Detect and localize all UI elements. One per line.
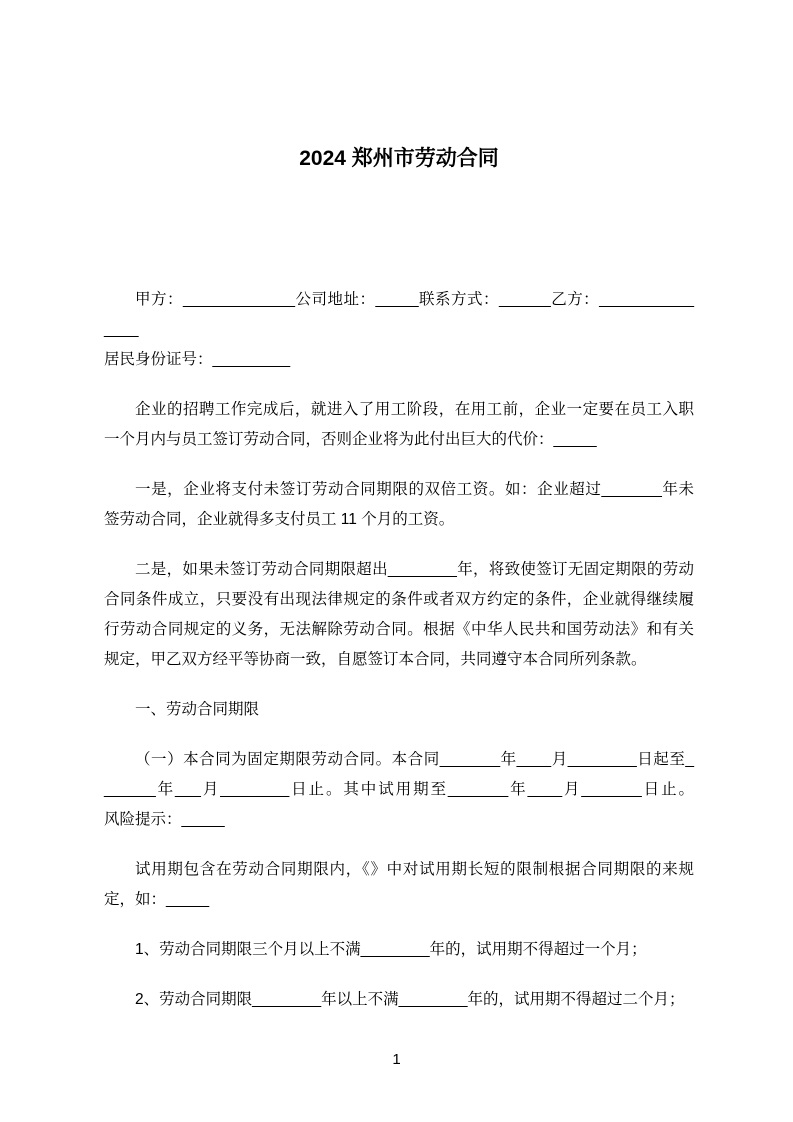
- text-line: 一个月内与员工签订劳动合同，否则企业将为此付出巨大的代价：_____: [104, 431, 597, 448]
- paragraph-parties: [104, 285, 694, 375]
- text-line: 定，如：_____: [104, 891, 210, 908]
- text-line: 规定，甲乙双方经平等协商一致，自愿签订本合同，共同遵守本合同所列条款。: [104, 651, 647, 668]
- paragraph-point-1: [104, 475, 694, 535]
- text-line: 行劳动合同规定的义务，无法解除劳动合同。根据《中华人民共和国劳动法》和有关: [104, 621, 694, 638]
- list-item-1: [104, 935, 694, 965]
- text-line: 二是，如果未签订劳动合同期限超出________年，将致使签订无固定期限的劳动: [135, 561, 694, 578]
- list-item-2: [104, 985, 694, 1015]
- text-line: 居民身份证号：_________: [104, 351, 291, 368]
- text-line: 2、劳动合同期限________年以上不满________年的，试用期不得超过二个月；: [135, 991, 685, 1008]
- document-content: [104, 144, 694, 1035]
- text-line: 1、劳动合同期限三个月以上不满________年的，试用期不得超过一个月；: [135, 941, 647, 958]
- paragraph-intro: [104, 395, 694, 455]
- document-title: 2024 郑州市劳动合同: [299, 147, 499, 170]
- text-line: 甲方：_____________公司地址：_____联系方式：______乙方：___________ ____: [104, 291, 694, 338]
- text-line: ______年___月________日止。其中试用期至_______年____月_______日止。: [104, 781, 694, 798]
- text-line: 一是，企业将支付未签订劳动合同期限的双倍工资。如：企业超过_______年未: [135, 481, 694, 498]
- text-line: 试用期包含在劳动合同期限内，《》中对试用期长短的限制根据合同期限的来规: [135, 861, 694, 878]
- paragraph-probation-note: [104, 855, 694, 915]
- page-number: 1: [392, 1051, 401, 1068]
- text-line: 签劳动合同，企业就得多支付员工 11 个月的工资。: [104, 511, 455, 528]
- text-line: 企业的招聘工作完成后，就进入了用工阶段，在用工前，企业一定要在员工入职: [135, 401, 694, 418]
- text-line: 合同条件成立，只要没有出现法律规定的条件或者双方约定的条件，企业就得继续履: [104, 591, 694, 608]
- section-heading-text: 一、劳动合同期限: [135, 701, 260, 718]
- text-line: 风险提示：_____: [104, 811, 225, 828]
- section-heading-contract-term: [104, 695, 694, 725]
- paragraph-term: [104, 745, 694, 835]
- paragraph-point-2: [104, 555, 694, 675]
- text-line: （一）本合同为固定期限劳动合同。本合同_______年____月________日起至_: [135, 751, 694, 768]
